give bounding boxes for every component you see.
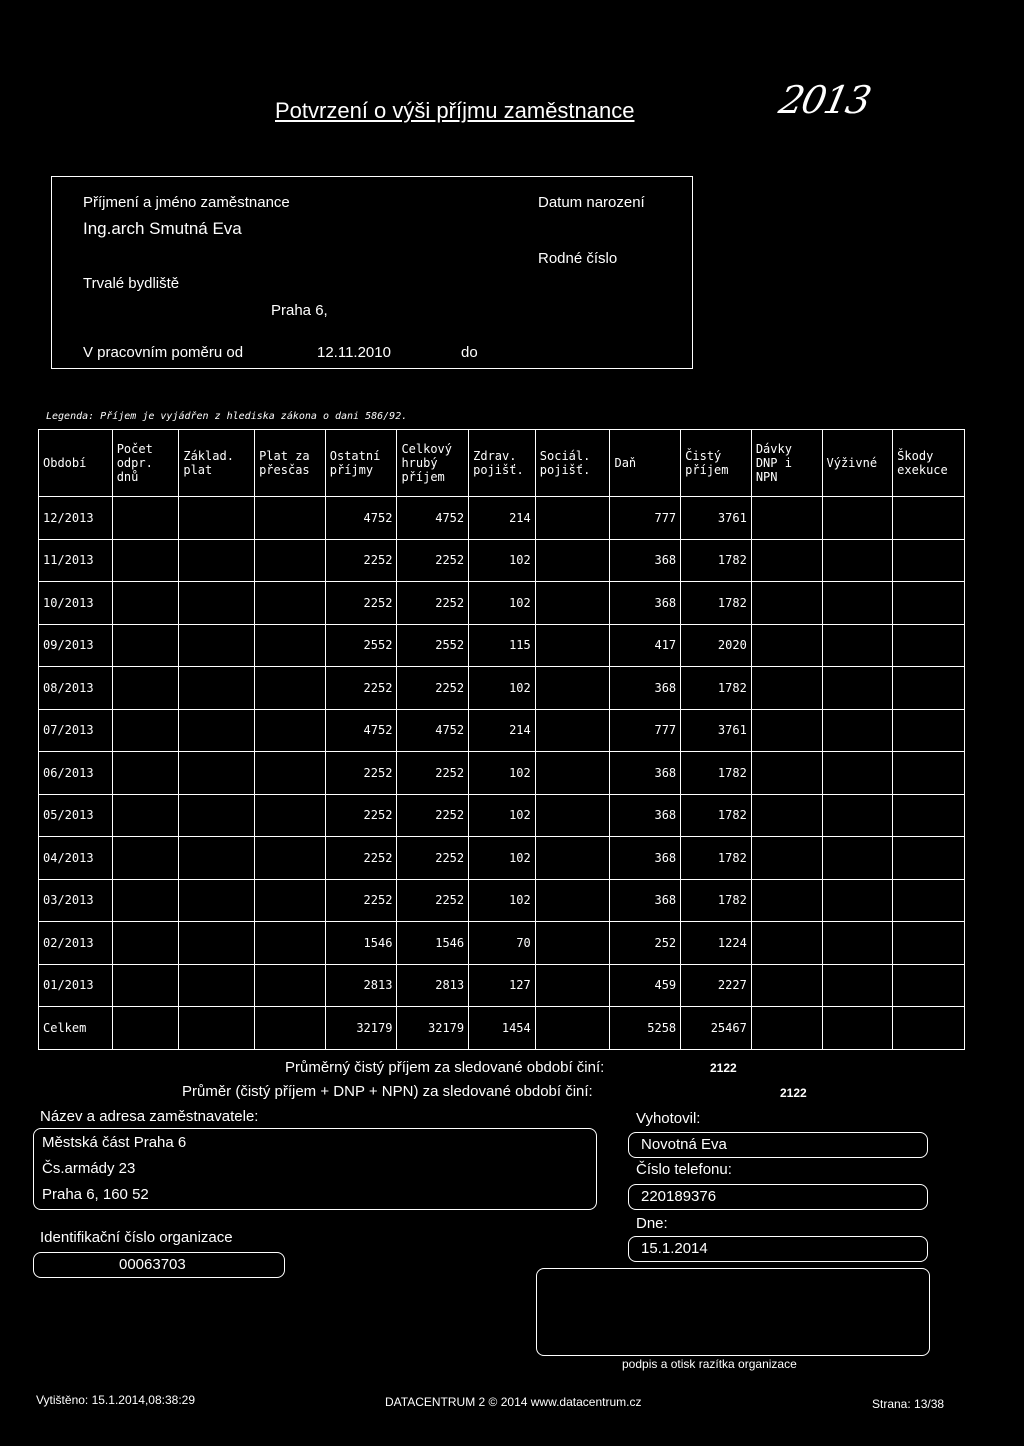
value-cell <box>255 922 326 965</box>
value-cell <box>893 624 965 667</box>
value-cell: 2252 <box>325 837 397 880</box>
value-cell: 2252 <box>325 879 397 922</box>
value-cell <box>179 624 255 667</box>
value-cell: 1782 <box>681 539 752 582</box>
software-credit: DATACENTRUM 2 © 2014 www.datacentrum.cz <box>385 1395 642 1409</box>
value-cell: 2252 <box>325 667 397 710</box>
value-cell: 4752 <box>397 497 469 540</box>
table-header-row <box>39 430 965 497</box>
period-cell: 01/2013 <box>39 964 113 1007</box>
value-cell <box>893 879 965 922</box>
table-row <box>39 709 965 752</box>
value-cell <box>893 709 965 752</box>
employer-line-2: Čs.armády 23 <box>42 1160 136 1177</box>
value-cell: 2252 <box>325 539 397 582</box>
value-cell <box>893 837 965 880</box>
value-cell: 4752 <box>325 497 397 540</box>
period-cell: 04/2013 <box>39 837 113 880</box>
value-cell <box>112 1007 179 1050</box>
column-header: Základ. plat <box>179 430 255 497</box>
column-header: Sociál. pojišť. <box>535 430 610 497</box>
residence-label: Trvalé bydliště <box>83 275 180 292</box>
value-cell: 1782 <box>681 879 752 922</box>
value-cell <box>751 709 822 752</box>
value-cell: 777 <box>610 709 681 752</box>
value-cell: 1454 <box>469 1007 536 1050</box>
column-header: Celkový hrubý příjem <box>397 430 469 497</box>
date-label: Dne: <box>636 1215 668 1232</box>
value-cell <box>893 539 965 582</box>
column-header: Počet odpr. dnů <box>112 430 179 497</box>
value-cell <box>112 922 179 965</box>
value-cell <box>179 752 255 795</box>
value-cell <box>751 624 822 667</box>
value-cell <box>822 879 893 922</box>
value-cell <box>822 624 893 667</box>
value-cell: 2252 <box>397 582 469 625</box>
value-cell <box>535 879 610 922</box>
period-cell: 12/2013 <box>39 497 113 540</box>
column-header: Škody exekuce <box>893 430 965 497</box>
table-row <box>39 794 965 837</box>
period-cell: 11/2013 <box>39 539 113 582</box>
residence-city: Praha 6, <box>271 302 328 319</box>
value-cell <box>179 837 255 880</box>
phone-label: Číslo telefonu: <box>636 1161 732 1178</box>
value-cell <box>893 497 965 540</box>
org-id-box <box>33 1252 285 1278</box>
value-cell <box>535 837 610 880</box>
total-row <box>39 1007 965 1050</box>
value-cell <box>535 582 610 625</box>
value-cell <box>751 964 822 1007</box>
value-cell <box>179 709 255 752</box>
value-cell <box>751 497 822 540</box>
value-cell <box>255 1007 326 1050</box>
value-cell: 214 <box>469 497 536 540</box>
value-cell <box>751 752 822 795</box>
value-cell: 368 <box>610 582 681 625</box>
value-cell <box>112 497 179 540</box>
value-cell <box>255 752 326 795</box>
value-cell <box>255 667 326 710</box>
value-cell: 102 <box>469 794 536 837</box>
value-cell: 2252 <box>397 879 469 922</box>
table-row <box>39 964 965 1007</box>
handwritten-year: 2013 <box>775 78 874 122</box>
value-cell <box>255 624 326 667</box>
table-row <box>39 497 965 540</box>
employer-line-1: Městská část Praha 6 <box>42 1134 187 1151</box>
income-table <box>38 429 965 1050</box>
value-cell: 1546 <box>325 922 397 965</box>
value-cell <box>893 667 965 710</box>
value-cell <box>179 539 255 582</box>
prepared-by-label: Vyhotovil: <box>636 1110 701 1127</box>
name-label: Příjmení a jméno zaměstnance <box>83 194 290 211</box>
value-cell: 2020 <box>681 624 752 667</box>
value-cell <box>179 582 255 625</box>
value-cell <box>112 667 179 710</box>
table-row <box>39 922 965 965</box>
value-cell <box>112 837 179 880</box>
value-cell: 1782 <box>681 752 752 795</box>
value-cell: 2252 <box>397 794 469 837</box>
value-cell: 3761 <box>681 709 752 752</box>
table-row <box>39 624 965 667</box>
value-cell <box>535 922 610 965</box>
value-cell: 32179 <box>325 1007 397 1050</box>
table-row <box>39 582 965 625</box>
average-combined-label: Průměr (čistý příjem + DNP + NPN) za sledované období činí: <box>182 1083 593 1100</box>
value-cell: 5258 <box>610 1007 681 1050</box>
column-header: Zdrav. pojišť. <box>469 430 536 497</box>
value-cell <box>751 667 822 710</box>
value-cell <box>179 1007 255 1050</box>
period-cell: 02/2013 <box>39 922 113 965</box>
period-cell: 05/2013 <box>39 794 113 837</box>
value-cell <box>112 709 179 752</box>
value-cell <box>255 837 326 880</box>
period-cell: 07/2013 <box>39 709 113 752</box>
value-cell: 2227 <box>681 964 752 1007</box>
period-cell: 09/2013 <box>39 624 113 667</box>
value-cell <box>179 667 255 710</box>
value-cell <box>179 497 255 540</box>
value-cell <box>751 794 822 837</box>
value-cell <box>535 964 610 1007</box>
page-number: Strana: 13/38 <box>872 1397 945 1411</box>
prepared-by-value: Novotná Eva <box>641 1136 727 1153</box>
value-cell: 1782 <box>681 794 752 837</box>
value-cell <box>535 667 610 710</box>
value-cell <box>893 964 965 1007</box>
value-cell: 459 <box>610 964 681 1007</box>
phone-value: 220189376 <box>641 1188 717 1205</box>
value-cell <box>822 1007 893 1050</box>
value-cell: 2813 <box>397 964 469 1007</box>
value-cell: 1782 <box>681 837 752 880</box>
period-cell: 08/2013 <box>39 667 113 710</box>
value-cell <box>255 879 326 922</box>
value-cell: 1782 <box>681 667 752 710</box>
value-cell <box>255 497 326 540</box>
period-cell: 03/2013 <box>39 879 113 922</box>
value-cell <box>822 794 893 837</box>
value-cell <box>893 794 965 837</box>
employee-name: Ing.arch Smutná Eva <box>83 219 242 238</box>
value-cell <box>535 1007 610 1050</box>
value-cell <box>822 964 893 1007</box>
average-combined-value: 2122 <box>780 1086 807 1100</box>
value-cell: 368 <box>610 539 681 582</box>
value-cell <box>822 497 893 540</box>
value-cell <box>255 794 326 837</box>
value-cell: 115 <box>469 624 536 667</box>
value-cell <box>751 539 822 582</box>
value-cell: 368 <box>610 794 681 837</box>
value-cell: 2252 <box>397 539 469 582</box>
value-cell: 2252 <box>397 837 469 880</box>
column-header: Čistý příjem <box>681 430 752 497</box>
table-row <box>39 879 965 922</box>
value-cell <box>255 964 326 1007</box>
value-cell: 368 <box>610 667 681 710</box>
column-header: Výživné <box>822 430 893 497</box>
period-cell: 10/2013 <box>39 582 113 625</box>
prepared-by-box <box>628 1132 928 1158</box>
value-cell <box>179 879 255 922</box>
value-cell: 368 <box>610 879 681 922</box>
column-header: Plat za přesčas <box>255 430 326 497</box>
birth-number-label: Rodné číslo <box>538 250 618 267</box>
value-cell <box>751 582 822 625</box>
value-cell: 102 <box>469 582 536 625</box>
value-cell <box>822 752 893 795</box>
value-cell: 252 <box>610 922 681 965</box>
value-cell: 2252 <box>397 667 469 710</box>
value-cell: 2552 <box>397 624 469 667</box>
value-cell: 32179 <box>397 1007 469 1050</box>
value-cell: 127 <box>469 964 536 1007</box>
table-row <box>39 667 965 710</box>
value-cell: 25467 <box>681 1007 752 1050</box>
value-cell <box>751 1007 822 1050</box>
value-cell: 2252 <box>325 582 397 625</box>
legend-text: Legenda: Příjem je vyjádřen z hlediska zákona o dani 586/92. <box>46 411 408 422</box>
value-cell <box>112 624 179 667</box>
value-cell: 2552 <box>325 624 397 667</box>
value-cell <box>255 582 326 625</box>
table-row <box>39 837 965 880</box>
employment-from-date: 12.11.2010 <box>317 344 391 361</box>
value-cell <box>112 964 179 1007</box>
value-cell <box>893 582 965 625</box>
value-cell: 2252 <box>325 794 397 837</box>
value-cell: 4752 <box>325 709 397 752</box>
birth-date-label: Datum narození <box>538 194 645 211</box>
value-cell: 2252 <box>325 752 397 795</box>
phone-box <box>628 1184 928 1210</box>
value-cell <box>179 964 255 1007</box>
value-cell <box>822 837 893 880</box>
value-cell: 102 <box>469 879 536 922</box>
printed-timestamp: Vytištěno: 15.1.2014,08:38:29 <box>36 1393 196 1407</box>
employee-info-box <box>51 176 693 369</box>
value-cell <box>822 922 893 965</box>
value-cell: 368 <box>610 837 681 880</box>
column-header: Ostatní příjmy <box>325 430 397 497</box>
value-cell <box>112 752 179 795</box>
value-cell: 2252 <box>397 752 469 795</box>
period-cell: Celkem <box>39 1007 113 1050</box>
value-cell <box>535 752 610 795</box>
value-cell <box>535 794 610 837</box>
value-cell: 102 <box>469 539 536 582</box>
average-net-value: 2122 <box>710 1061 737 1075</box>
value-cell <box>535 624 610 667</box>
value-cell: 102 <box>469 752 536 795</box>
value-cell: 102 <box>469 837 536 880</box>
value-cell <box>112 879 179 922</box>
value-cell: 417 <box>610 624 681 667</box>
value-cell <box>751 922 822 965</box>
value-cell <box>112 539 179 582</box>
value-cell: 777 <box>610 497 681 540</box>
employer-label: Název a adresa zaměstnavatele: <box>40 1108 259 1125</box>
value-cell <box>255 709 326 752</box>
document-title: Potvrzení o výši příjmu zaměstnance <box>275 98 635 123</box>
value-cell <box>893 1007 965 1050</box>
value-cell <box>751 879 822 922</box>
value-cell: 70 <box>469 922 536 965</box>
value-cell: 1224 <box>681 922 752 965</box>
value-cell <box>822 539 893 582</box>
column-header: Dávky DNP i NPN <box>751 430 822 497</box>
value-cell <box>535 539 610 582</box>
value-cell: 214 <box>469 709 536 752</box>
value-cell <box>112 582 179 625</box>
signature-box <box>536 1268 930 1356</box>
value-cell: 368 <box>610 752 681 795</box>
value-cell: 2813 <box>325 964 397 1007</box>
employer-address-box <box>33 1128 597 1210</box>
table-row <box>39 752 965 795</box>
date-box <box>628 1236 928 1262</box>
value-cell <box>893 752 965 795</box>
value-cell <box>112 794 179 837</box>
period-cell: 06/2013 <box>39 752 113 795</box>
value-cell <box>822 582 893 625</box>
value-cell <box>893 922 965 965</box>
value-cell <box>822 709 893 752</box>
value-cell: 1546 <box>397 922 469 965</box>
column-header: Období <box>39 430 113 497</box>
date-value: 15.1.2014 <box>641 1240 708 1257</box>
value-cell <box>535 497 610 540</box>
org-id-value: 00063703 <box>119 1256 186 1273</box>
value-cell <box>179 794 255 837</box>
value-cell <box>535 709 610 752</box>
value-cell: 102 <box>469 667 536 710</box>
value-cell <box>179 922 255 965</box>
value-cell <box>751 837 822 880</box>
average-net-label: Průměrný čistý příjem za sledované období činí: <box>285 1059 605 1076</box>
table-row <box>39 539 965 582</box>
value-cell: 3761 <box>681 497 752 540</box>
value-cell: 4752 <box>397 709 469 752</box>
column-header: Daň <box>610 430 681 497</box>
employment-to-label: do <box>461 344 478 361</box>
employment-from-label: V pracovním poměru od <box>83 344 244 361</box>
value-cell <box>822 667 893 710</box>
value-cell: 1782 <box>681 582 752 625</box>
org-id-label: Identifikační číslo organizace <box>40 1229 233 1246</box>
value-cell <box>255 539 326 582</box>
employer-line-3: Praha 6, 160 52 <box>42 1186 149 1203</box>
signature-label: podpis a otisk razítka organizace <box>622 1357 797 1371</box>
